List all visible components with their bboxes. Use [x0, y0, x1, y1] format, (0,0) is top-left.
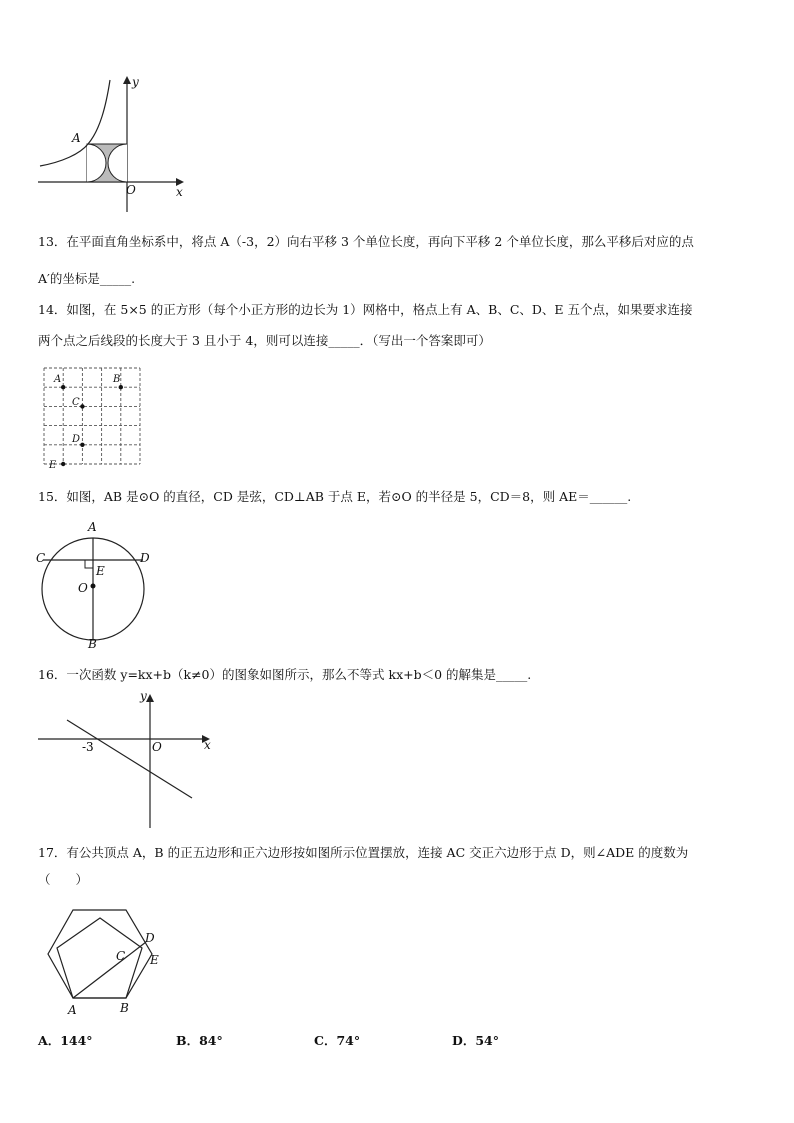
label-a: A: [68, 1003, 77, 1017]
option-a[interactable]: A．144°: [38, 1033, 93, 1048]
label-c: C: [116, 949, 126, 963]
question-14-line2: 两个点之后线段的长度大于 3 且小于 4，则可以连接_____．（写出一个答案即可）: [38, 333, 491, 348]
right-angle-mark: [85, 560, 93, 568]
y-axis-arrow-icon: [123, 76, 131, 84]
figure-exponential-square: [30, 70, 200, 220]
option-d[interactable]: D．54°: [452, 1033, 499, 1048]
question-17-line1: 17．有公共顶点 A，B 的正五边形和正六边形按如图所示位置摆放，连接 AC 交正六边形于点 D，则∠ADE 的度数为: [38, 845, 689, 860]
question-17-line2: （ ）: [38, 872, 89, 887]
origin-label: O: [152, 740, 162, 754]
grid-point-a: [61, 385, 65, 389]
label-e: E: [96, 564, 105, 578]
label-o: O: [78, 581, 88, 595]
label-b: B: [120, 1001, 129, 1015]
grid-point-c: [80, 404, 84, 408]
regular-pentagon: [57, 918, 142, 998]
figure-pentagon-hexagon: [40, 880, 180, 1020]
label-b: B: [88, 637, 97, 651]
point-a-label: A: [72, 131, 81, 145]
question-14-line1: 14．如图，在 5×5 的正方形（每个小正方形的边长为 1）网格中，格点上有 A、B、C、D、E 五个点，如果要求连接: [38, 302, 693, 317]
question-13-line2: A′的坐标是_____.: [38, 271, 136, 286]
grid-label-b: B: [113, 374, 121, 385]
label-a: A: [88, 520, 97, 534]
grid-point-d: [80, 443, 84, 447]
function-line: [67, 720, 192, 798]
label-d: D: [145, 931, 155, 945]
x-axis-label: x: [176, 185, 183, 199]
question-15-text: 15．如图，AB 是⊙O 的直径，CD 是弦，CD⊥AB 于点 E，若⊙O 的半径是 5，CD＝8，则 AE＝______.: [38, 489, 632, 504]
grid-label-a: A: [54, 374, 62, 385]
y-axis-label: y: [132, 75, 139, 89]
option-c[interactable]: C．74°: [314, 1033, 361, 1048]
center-point-o: [91, 584, 96, 589]
question-13-line1: 13．在平面直角坐标系中，将点 A（-3，2）向右平移 3 个单位长度，再向下平移 2 个单位长度，那么平移后对应的点: [38, 234, 694, 249]
question-16-text: 16．一次函数 y=kx+b（k≠0）的图象如图所示，那么不等式 kx+b＜0 的解集是_____.: [38, 667, 532, 682]
intercept-label: -3: [82, 740, 94, 754]
label-e: E: [150, 953, 159, 967]
y-axis-label: y: [140, 689, 147, 703]
x-axis-label: x: [204, 738, 211, 752]
grid-point-e: [61, 462, 65, 466]
figure-circle-chord: [30, 515, 160, 655]
option-b[interactable]: B．84°: [176, 1033, 223, 1048]
grid-label-d: D: [72, 434, 81, 445]
figure-grid-5x5: [40, 364, 150, 472]
label-c: C: [36, 551, 46, 565]
origin-label: O: [126, 183, 136, 197]
label-d: D: [140, 551, 150, 565]
regular-hexagon: [48, 910, 152, 998]
grid-point-b: [119, 385, 123, 389]
grid-label-e: E: [49, 460, 57, 471]
figure-linear-function: [30, 686, 230, 831]
grid-label-c: C: [72, 397, 80, 408]
y-axis-arrow-icon: [146, 694, 154, 702]
